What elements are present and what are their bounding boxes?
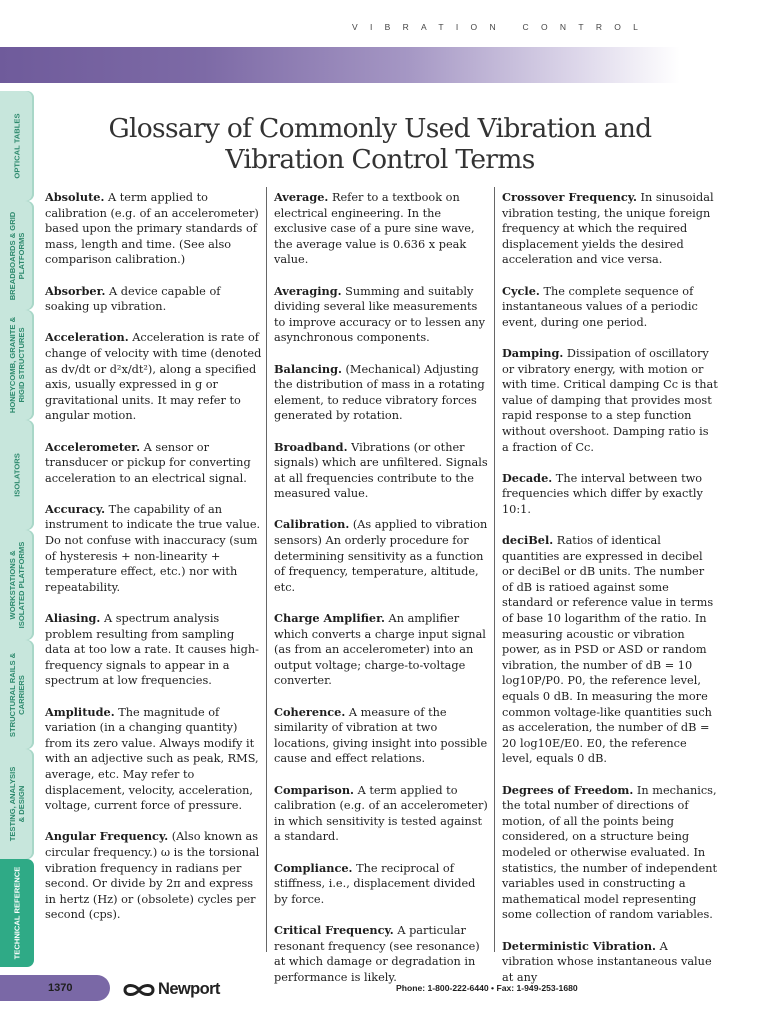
contact-info: Phone: 1-800-222-6440 • Fax: 1-949-253-1680 bbox=[396, 983, 578, 993]
definition: A spectrum analysis problem resulting from sampling data at too low a rate. It causes high-frequency signals to appear in a spectrum at low frequencies. bbox=[45, 612, 259, 688]
definition: In sinusoidal vibration testing, the unique foreign frequency at which the required displacement yields the desired acceleration and vice versa. bbox=[502, 191, 714, 267]
tab-isolators[interactable]: ISOLATORS bbox=[0, 420, 34, 530]
term-angular-frequency: Angular Frequency. bbox=[45, 829, 169, 844]
term-broadband: Broadband. bbox=[274, 439, 348, 454]
glossary-column-1 bbox=[45, 190, 263, 939]
definition: A vibration whose instantaneous value at any bbox=[502, 939, 712, 984]
glossary-entry bbox=[45, 330, 263, 424]
glossary-entry bbox=[502, 939, 718, 986]
glossary-entry bbox=[45, 190, 263, 268]
term-calibration: Calibration. bbox=[274, 517, 350, 532]
glossary-entry bbox=[274, 362, 490, 424]
glossary-entry bbox=[45, 705, 263, 814]
glossary-entry bbox=[274, 861, 490, 908]
term-average: Average. bbox=[274, 190, 329, 204]
glossary-entry bbox=[45, 284, 263, 315]
term-crossover-frequency: Crossover Frequency. bbox=[502, 190, 637, 204]
definition: The complete sequence of instantaneous values of a periodic event, during one period. bbox=[502, 284, 698, 329]
definition: The capability of an instrument to indicate the true value. Do not confuse with inaccuracy (sum of hysteresis + non-linearity + temperature effect, etc.) nor with repeatability. bbox=[45, 502, 261, 594]
tab-optical-tables[interactable]: OPTICAL TABLES bbox=[0, 91, 34, 201]
term-comparison: Comparison. bbox=[274, 782, 354, 797]
column-divider bbox=[266, 187, 267, 952]
term-acceleration: Acceleration. bbox=[45, 330, 129, 345]
definition: The magnitude of variation (in a changing quantity) from its zero value. Always modify it with an adjective such as peak, RMS, average, etc. May refer to displacement, velocity, acceleration, voltage, current force of pressure. bbox=[45, 705, 259, 813]
title-line-1: Glossary of Commonly Used Vibration and bbox=[108, 113, 652, 144]
term-coherence: Coherence. bbox=[274, 704, 346, 719]
glossary-entry bbox=[274, 440, 490, 502]
tab-testing-analysis[interactable]: TESTING, ANALYSIS & DESIGN bbox=[0, 749, 34, 859]
definition: A term applied to calibration (e.g. of an accelerometer) in which sensitivity is tested against a standard. bbox=[274, 783, 488, 844]
title-line-2: Vibration Control Terms bbox=[225, 144, 535, 175]
glossary-entry bbox=[45, 502, 263, 596]
term-charge-amplifier: Charge Amplifier. bbox=[274, 611, 385, 626]
page-number: 1370 bbox=[48, 982, 73, 994]
term-deterministic-vibration: Deterministic Vibration. bbox=[502, 938, 656, 953]
glossary-column-2 bbox=[274, 190, 490, 1001]
definition: (As applied to vibration sensors) An orderly procedure for determining sensitivity as a function of frequency, temperature, altitude, etc. bbox=[274, 518, 488, 594]
term-amplitude: Amplitude. bbox=[45, 704, 115, 719]
term-degrees-of-freedom: Degrees of Freedom. bbox=[502, 782, 634, 797]
tab-technical-reference[interactable]: TECHNICAL REFERENCE bbox=[0, 859, 34, 967]
term-compliance: Compliance. bbox=[274, 860, 353, 875]
column-divider bbox=[494, 187, 495, 952]
term-decibel: deciBel. bbox=[502, 533, 554, 548]
tab-workstations[interactable]: WORKSTATIONS & ISOLATED PLATFORMS bbox=[0, 530, 34, 640]
definition: Dissipation of oscillatory or vibratory energy, with motion or with time. Critical damping Cc is that value of damping that provides most rapid response to a step function without overshoot. Damping ratio is a fraction of Cc. bbox=[502, 346, 718, 454]
term-absorber: Absorber. bbox=[45, 283, 106, 298]
glossary-entry bbox=[274, 923, 490, 985]
glossary-entry bbox=[274, 783, 490, 845]
glossary-entry bbox=[274, 284, 490, 346]
running-head: VIBRATION CONTROL bbox=[352, 22, 651, 32]
glossary-entry bbox=[45, 611, 263, 689]
definition: A measure of the similarity of vibration at two locations, giving insight into possible cause and effect relations. bbox=[274, 705, 488, 766]
term-critical-frequency: Critical Frequency. bbox=[274, 922, 394, 937]
term-damping: Damping. bbox=[502, 345, 564, 360]
definition: Vibrations (or other signals) which are unfiltered. Signals at all frequencies contribute to the measured value. bbox=[274, 440, 488, 501]
glossary-entry bbox=[502, 284, 718, 331]
definition: Summing and suitably dividing several like measurements to improve accuracy or to lessen any asynchronous components. bbox=[274, 284, 486, 345]
term-cycle: Cycle. bbox=[502, 283, 540, 298]
definition: An amplifier which converts a charge input signal (as from an accelerometer) into an output voltage; charge-to-voltage converter. bbox=[274, 612, 486, 688]
term-absolute: Absolute. bbox=[45, 190, 105, 204]
glossary-entry bbox=[274, 190, 490, 268]
definition: A sensor or transducer or pickup for converting acceleration to an electrical signal. bbox=[45, 440, 251, 485]
term-balancing: Balancing. bbox=[274, 361, 342, 376]
header-band bbox=[0, 47, 680, 83]
definition: Acceleration is rate of change of velocity with time (denoted as dv/dt or d²x/dt²), along a specified axis, usually expressed in g or gravitational units. It may refer to angular motion. bbox=[45, 331, 262, 423]
glossary-entry bbox=[274, 611, 490, 689]
newport-logo-icon bbox=[122, 981, 156, 999]
glossary-entry bbox=[45, 829, 263, 923]
definition: A device capable of soaking up vibration. bbox=[45, 284, 221, 314]
glossary-entry bbox=[502, 471, 718, 518]
page-title bbox=[40, 113, 720, 175]
glossary-column-3 bbox=[502, 190, 718, 1001]
term-aliasing: Aliasing. bbox=[45, 611, 101, 626]
term-decade: Decade. bbox=[502, 470, 553, 485]
definition: The interval between two frequencies which differ by exactly 10:1. bbox=[502, 471, 703, 516]
definition: The reciprocal of stiffness, i.e., displacement divided by force. bbox=[274, 861, 476, 906]
definition: (Also known as circular frequency.) ω is the torsional vibration frequency in radians per second. Or divide by 2π and express in hertz (Hz) or (obsolete) cycles per second (cps). bbox=[45, 830, 260, 922]
tab-breadboards[interactable]: BREADBOARDS & GRID PLATFORMS bbox=[0, 201, 34, 310]
term-averaging: Averaging. bbox=[274, 283, 342, 298]
glossary-entry bbox=[502, 533, 718, 767]
glossary-entry bbox=[502, 783, 718, 923]
definition: Ratios of identical quantities are expressed in decibel or deciBel or dB units. The number of dB is ratioed against some standard or reference value in terms of base 10 logarithm of the ratio. In measuring acoustic or vibration power, as in PSD or ASD or random vibration, the number of dB = 10 log10P/P0. P0, the reference level, equals 0 dB. In measuring the more common voltage-like quantities such as acceleration, the number of dB = 20 log10E/E0. E0, the reference level, equals 0 dB. bbox=[502, 534, 714, 766]
definition: A term applied to calibration (e.g. of an accelerometer) based upon the primary standards of mass, length and time. (See also comparison calibration.) bbox=[45, 191, 259, 267]
tab-honeycomb[interactable]: HONEYCOMB, GRANITE & RIGID STRUCTURES bbox=[0, 310, 34, 420]
glossary-entry bbox=[274, 517, 490, 595]
term-accelerometer: Accelerometer. bbox=[45, 439, 141, 454]
glossary-entry bbox=[45, 440, 263, 487]
newport-logo: Newport bbox=[158, 980, 220, 998]
glossary-entry bbox=[502, 190, 718, 268]
glossary-entry bbox=[274, 705, 490, 767]
tab-structural-rails[interactable]: STRUCTURAL RAILS & CARRIERS bbox=[0, 640, 34, 749]
definition: (Mechanical) Adjusting the distribution of mass in a rotating element, to reduce vibratory forces generated by rotation. bbox=[274, 362, 485, 423]
term-accuracy: Accuracy. bbox=[45, 501, 106, 516]
definition: Refer to a textbook on electrical engineering. In the exclusive case of a pure sine wave, the average value is 0.636 x peak value. bbox=[274, 191, 475, 267]
glossary-entry bbox=[502, 346, 718, 455]
definition: A particular resonant frequency (see resonance) at which damage or degradation in performance is likely. bbox=[274, 923, 480, 984]
definition: In mechanics, the total number of directions of motion, of all the points being considered, on a structure being modeled or otherwise evaluated. In statistics, the number of independent variables used in constructing a mathematical model representing some collection of random variables. bbox=[502, 783, 718, 922]
